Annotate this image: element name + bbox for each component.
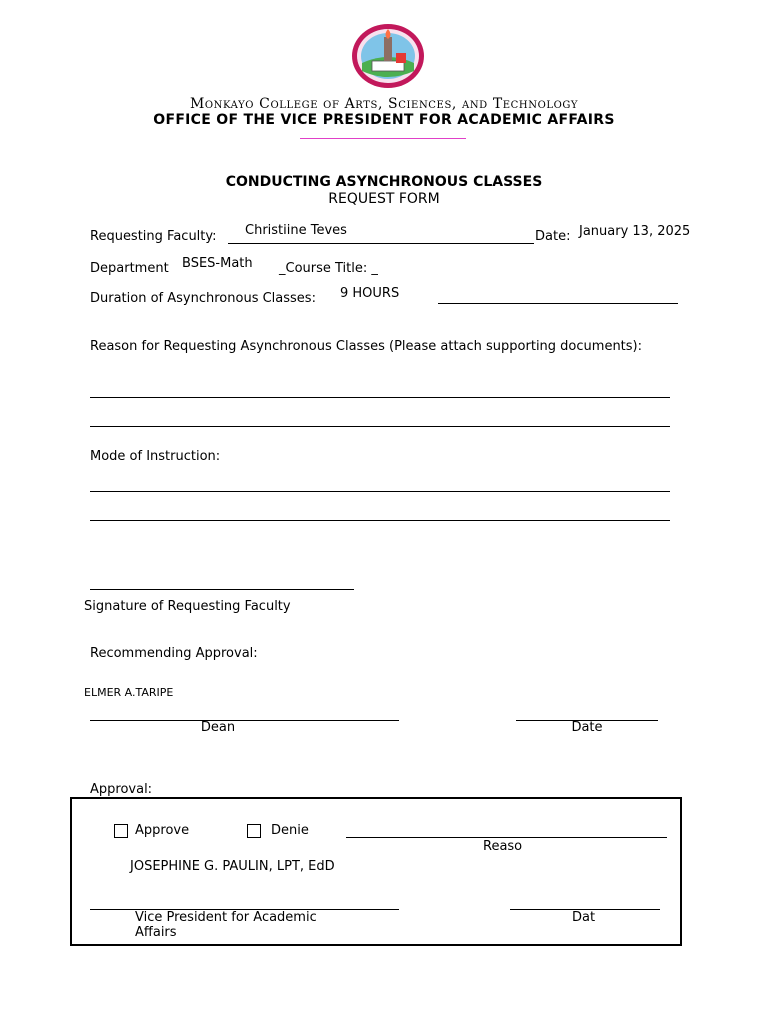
dean-caption: Dean [200,720,236,735]
faculty-value[interactable]: Christiine Teves [245,223,347,238]
faculty-field-line [228,243,534,244]
dean-date-caption: Date [571,720,603,735]
date-value[interactable]: January 13, 2025 [579,224,691,239]
recommender-name: ELMER A.TARIPE [84,686,174,699]
signature-caption: Signature of Requesting Faculty [84,599,291,614]
duration-label: Duration of Asynchronous Classes: [90,291,316,306]
approve-label: Approve [135,823,190,838]
mode-line-2[interactable] [90,520,670,521]
approve-checkbox[interactable] [114,824,128,838]
approver-name: JOSEPHINE G. PAULIN, LPT, EdD [130,859,335,874]
course-title-label: _Course Title: _ [279,261,378,276]
duration-field-line [438,303,678,304]
recommending-label: Recommending Approval: [90,646,258,661]
vp-caption-line2: Affairs [135,925,177,938]
form-subtitle: REQUEST FORM [328,191,440,207]
deny-label: Denie [271,823,309,838]
college-seal-logo [350,23,426,89]
mode-label: Mode of Instruction: [90,449,221,464]
faculty-label: Requesting Faculty: [90,229,217,244]
reason-line-2[interactable] [90,426,670,427]
approval-label: Approval: [90,782,153,797]
mode-line-1[interactable] [90,491,670,492]
department-value[interactable]: BSES-Math [182,256,253,271]
date-label: Date: [535,229,571,244]
department-label: Department [90,261,169,276]
reason-caption: Reaso [483,839,523,854]
vp-caption-line1: Vice President for Academic [135,910,317,925]
header-divider [300,138,466,139]
deny-checkbox[interactable] [247,824,261,838]
duration-value[interactable]: 9 HOURS [340,286,400,301]
reason-field-line[interactable] [346,837,667,838]
reason-label: Reason for Requesting Asynchronous Classes (Please attach supporting documents): [90,339,642,354]
form-title: CONDUCTING ASYNCHRONOUS CLASSES [225,174,543,190]
college-name: Monkayo College of Arts, Sciences, and Technology [189,96,579,112]
office-name: OFFICE OF THE VICE PRESIDENT FOR ACADEMIC AFFAIRS [153,112,615,128]
reason-line-1[interactable] [90,397,670,398]
signature-line[interactable] [90,589,354,590]
vp-date-caption: Dat [572,910,596,925]
